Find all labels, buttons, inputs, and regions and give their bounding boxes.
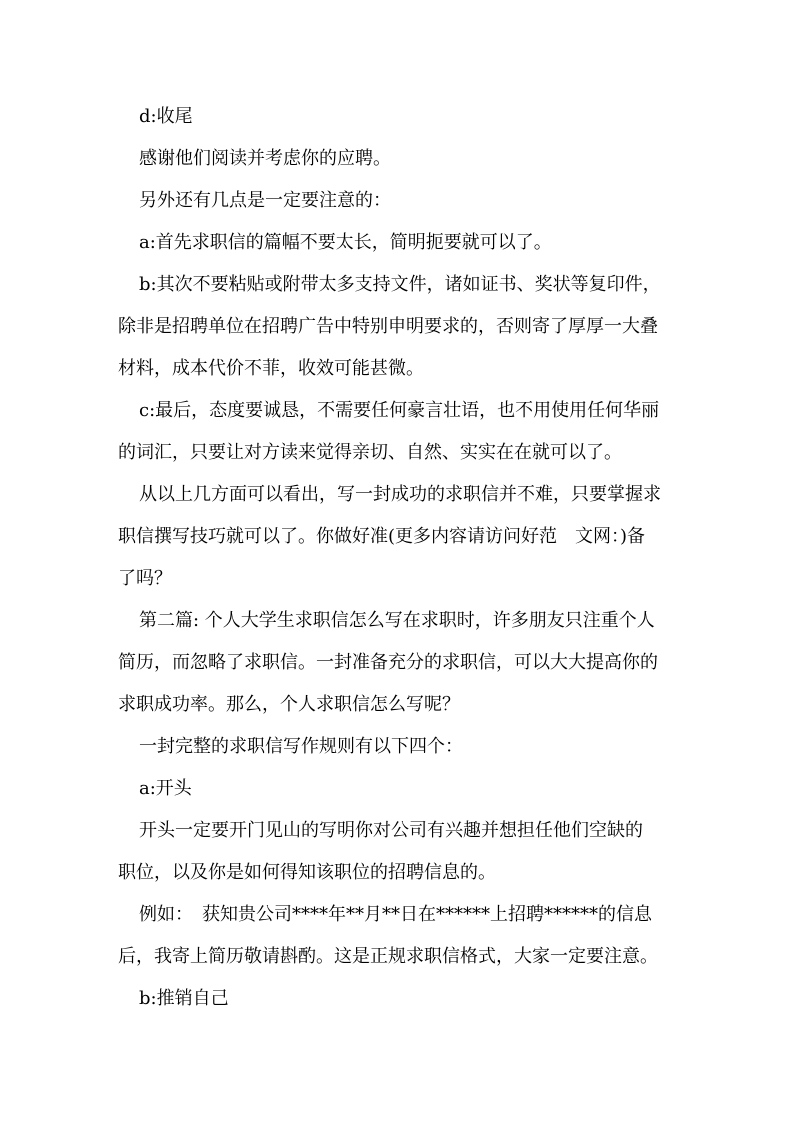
text-line: 例如： 获知贵公司****年**月**日在******上招聘******的信息 (139, 904, 652, 925)
text-line: 除非是招聘单位在招聘广告中特别申明要求的，否则寄了厚厚一大叠 (118, 316, 658, 337)
text-line: c:最后，态度要诚恳，不需要任何豪言壮语，也不用使用任何华丽 (139, 400, 660, 421)
text-line: a:开头 (139, 778, 192, 799)
text-line: 职位，以及你是如何得知该职位的招聘信息的。 (118, 862, 496, 883)
text-line: b:其次不要粘贴或附带太多支持文件，诸如证书、奖状等复印件， (139, 274, 661, 295)
text-line: 一封完整的求职信写作规则有以下四个： (139, 736, 463, 757)
text-line: 求职成功率。那么，个人求职信怎么写呢？ (118, 694, 460, 715)
text-line: 开头一定要开门见山的写明你对公司有兴趣并想担任他们空缺的 (139, 820, 643, 841)
text-line: 职信撰写技巧就可以了。你做好准(更多内容请访问好范 文网：)备 (118, 526, 646, 547)
text-line: 了吗？ (118, 568, 172, 589)
text-line: 第二篇: 个人大学生求职信怎么写在求职时，许多朋友只注重个人 (139, 610, 655, 631)
text-line: 感谢他们阅读并考虑你的应聘。 (139, 148, 391, 169)
text-line: 的词汇，只要让对方读来觉得亲切、自然、实实在在就可以了。 (118, 442, 622, 463)
text-line: 简历，而忽略了求职信。一封准备充分的求职信，可以大大提高你的 (118, 652, 658, 673)
text-line: a:首先求职信的篇幅不要太长，简明扼要就可以了。 (139, 232, 552, 253)
text-line: d:收尾 (139, 106, 193, 127)
text-line: 另外还有几点是一定要注意的： (139, 190, 391, 211)
text-line: 材料，成本代价不菲，收效可能甚微。 (118, 358, 424, 379)
text-line: 从以上几方面可以看出，写一封成功的求职信并不难，只要掌握求 (139, 484, 661, 505)
text-line: b:推销自己 (139, 988, 229, 1009)
text-line: 后，我寄上简历敬请斟酌。这是正规求职信格式，大家一定要注意。 (118, 946, 658, 967)
